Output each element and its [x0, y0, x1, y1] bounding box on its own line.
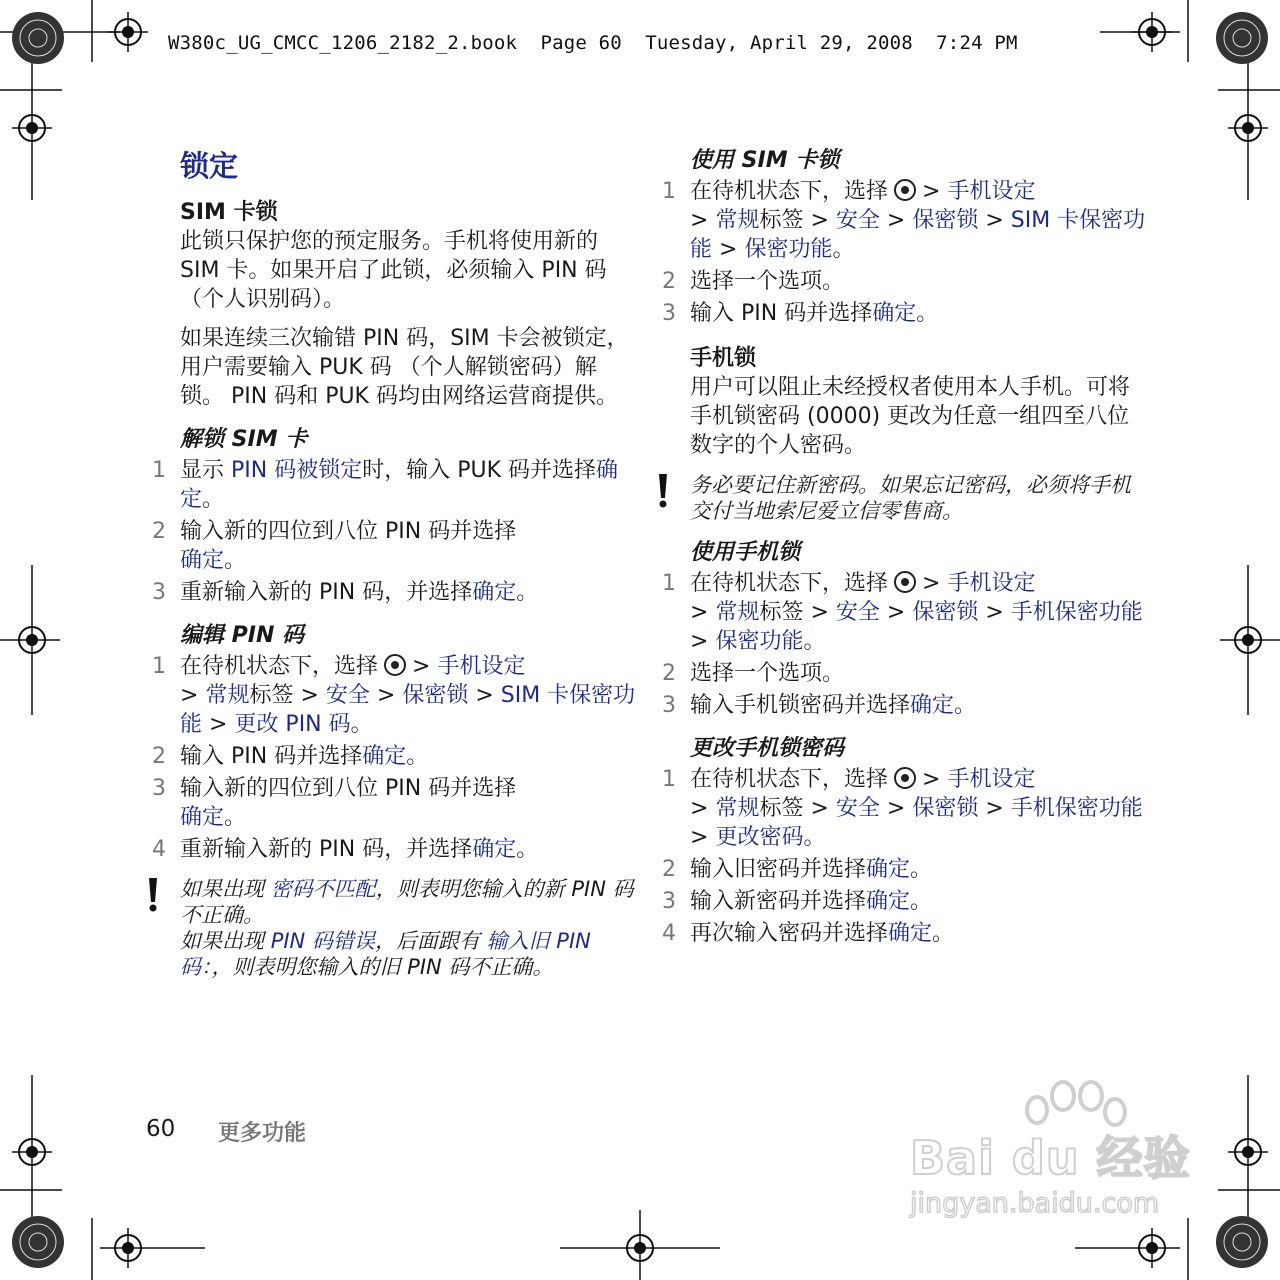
- select-key-icon: [384, 654, 406, 676]
- step-number: 2: [662, 661, 676, 686]
- step-number: 3: [152, 776, 166, 801]
- section-name: 更多功能: [218, 1121, 307, 1146]
- change-code-step-2: 2 输入旧密码并选择确定。: [662, 857, 933, 882]
- use-sim-step-2: 2 选择一个选项。: [662, 269, 845, 294]
- use-phone-lock-step-2: 2 选择一个选项。: [662, 661, 845, 686]
- sim-lock-heading: SIM 卡锁: [180, 200, 278, 225]
- unlock-sim-heading: 解锁 SIM 卡: [180, 427, 308, 452]
- step-number: 1: [662, 767, 676, 792]
- menu-link: PIN 码被锁定: [231, 458, 363, 483]
- unlock-step-1: 1 显示 PIN 码被锁定时，输入 PUK 码并选择确定。: [152, 458, 619, 512]
- use-sim-lock-heading: 使用 SIM 卡锁: [690, 148, 840, 173]
- step-number: 3: [662, 693, 676, 718]
- step-number: 4: [152, 837, 166, 862]
- select-key-icon: [894, 179, 916, 201]
- step-number: 2: [152, 519, 166, 544]
- select-key-icon: [894, 767, 916, 789]
- page-title: 锁定: [180, 149, 239, 183]
- print-header: W380c_UG_CMCC_1206_2182_2.book Page 60 Tuesday, April 29, 2008 7:24 PM: [168, 32, 1018, 54]
- warning-icon: [658, 474, 668, 508]
- left-column: [152, 148, 640, 994]
- phone-lock-para: 用户可以阻止未经授权者使用本人手机。可将手机锁密码 (0000) 更改为任意一组四至八位数字的个人密码。: [690, 375, 1131, 458]
- menu-link: 确定: [472, 580, 517, 605]
- step-number: 1: [152, 654, 166, 679]
- step-number: 4: [662, 921, 676, 946]
- unlock-step-2: 2 输入新的四位到八位 PIN 码并选择 确定。: [152, 519, 517, 573]
- edit-pin-step-2: 2 输入 PIN 码并选择确定。: [152, 744, 429, 769]
- step-number: 2: [662, 857, 676, 882]
- change-code-step-4: 4 再次输入密码并选择确定。: [662, 921, 955, 946]
- change-code-step-3: 3 输入新密码并选择确定。: [662, 889, 933, 914]
- page-number: 60: [146, 1116, 176, 1142]
- menu-link: 确定: [180, 458, 619, 512]
- edit-pin-step-4: 4 重新输入新的 PIN 码，并选择确定。: [152, 837, 539, 862]
- use-phone-lock-heading: 使用手机锁: [690, 540, 801, 565]
- step-number: 2: [662, 269, 676, 294]
- remember-code-note: 务必要记住新密码。如果忘记密码，必须将手机交付当地索尼爱立信零售商。: [690, 472, 1150, 524]
- select-key-icon: [894, 571, 916, 593]
- use-phone-lock-step-3: 3 输入手机锁密码并选择确定。: [662, 693, 977, 718]
- phone-lock-heading: 手机锁: [690, 346, 757, 371]
- step-number: 1: [152, 458, 166, 483]
- edit-pin-step-3: 3 输入新的四位到八位 PIN 码并选择 确定。: [152, 776, 517, 830]
- baidu-watermark: [905, 1080, 1205, 1230]
- change-code-step-1: 1 在待机状态下，选择 > 手机设定 > 常规标签 > 安全 > 保密锁 > 手机保密功能 > 更改密码。: [662, 767, 1143, 850]
- right-column: [662, 146, 1150, 951]
- use-phone-lock-step-1: 1 在待机状态下，选择 > 手机设定 > 常规标签 > 安全 > 保密锁 > 手机保密功能 > 保密功能。: [662, 571, 1143, 654]
- change-code-heading: 更改手机锁密码: [690, 736, 845, 761]
- warning-icon: [148, 878, 158, 912]
- step-number: 3: [662, 301, 676, 326]
- step-number: 3: [662, 889, 676, 914]
- use-sim-step-1: 1 在待机状态下，选择 > 手机设定 > 常规标签 > 安全 > 保密锁 > SIM 卡保密功能 > 保密功能。: [662, 179, 1146, 262]
- step-number: 1: [662, 179, 676, 204]
- watermark-brand: Bai du 经验: [910, 1131, 1191, 1185]
- step-number: 1: [662, 571, 676, 596]
- unlock-step-3: 3 重新输入新的 PIN 码，并选择确定。: [152, 580, 539, 605]
- menu-link: 确定: [180, 548, 225, 573]
- step-number: 3: [152, 580, 166, 605]
- edit-pin-step-1: 1 在待机状态下，选择 > 手机设定 > 常规标签 > 安全 > 保密锁 > SIM 卡保密功能 > 更改 PIN 码。: [152, 654, 636, 737]
- watermark-url: jingyan.baidu.com: [910, 1188, 1160, 1219]
- pin-error-note: 如果出现 密码不匹配，则表明您输入的新 PIN 码不正确。 如果出现 PIN 码错误，后面跟有 输入旧 PIN 码：，则表明您输入的旧 PIN 码不正确。: [180, 876, 640, 980]
- step-number: 2: [152, 744, 166, 769]
- sim-lock-para2: 如果连续三次输错 PIN 码，SIM 卡会被锁定，用户需要输入 PUK 码 （个人解锁密码）解锁。 PIN 码和 PUK 码均由网络运营商提供。: [180, 326, 629, 409]
- use-sim-step-3: 3 输入 PIN 码并选择确定。: [662, 301, 939, 326]
- edit-pin-heading: 编辑 PIN 码: [180, 623, 305, 648]
- sim-lock-para1: 此锁只保护您的预定服务。手机将使用新的 SIM 卡。如果开启了此锁，必须输入 PIN 码 （个人识别码）。: [180, 229, 607, 312]
